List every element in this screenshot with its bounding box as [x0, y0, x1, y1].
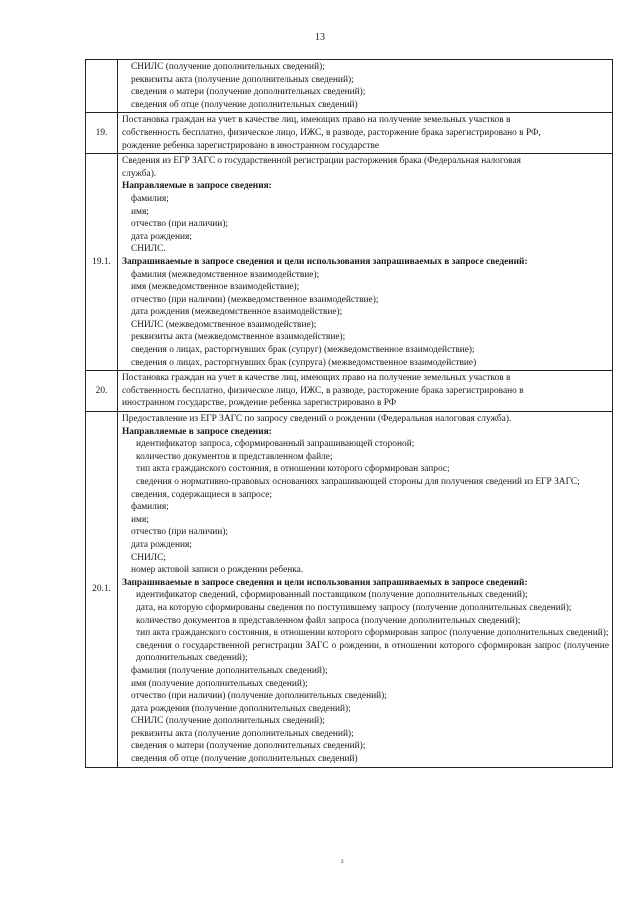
text-line: фамилия (межведомственное взаимодействие); [131, 269, 320, 280]
text-line: сведения об отце (получение дополнительных сведений) [131, 754, 358, 765]
text-line: сведения о нормативно-правовых основаниях запрашивающей стороны для получения сведений из ЕГР ЗАГС; [136, 477, 580, 487]
text-line: реквизиты акта (получение дополнительных сведений); [131, 728, 354, 739]
text-line: дата рождения (межведомственное взаимодействие); [131, 307, 343, 318]
text-line: отчество (при наличии) (межведомственное взаимодействие); [131, 294, 379, 305]
text-line: СНИЛС. [131, 244, 166, 255]
footer-mark: ² [341, 858, 344, 867]
text-line: СНИЛС (получение дополнительных сведений); [131, 62, 325, 72]
text-line: СНИЛС (получение дополнительных сведений); [131, 716, 325, 727]
document-table [85, 59, 613, 768]
text-line: количество документов в представленном файл запроса (получение дополнительных сведений); [136, 615, 521, 626]
table-row [86, 113, 613, 154]
text-line: собственность бесплатно, физическое лицо, ИЖС, в разводе, расторжение брака зарегистрировано в [122, 385, 524, 396]
text-line: сведения, содержащиеся в запросе; [131, 489, 272, 500]
text-line: номер актовой записи о рождении ребенка. [131, 565, 304, 576]
text-line: отчество (при наличии); [131, 219, 229, 230]
text-line: идентификатор запроса, сформированный запрашивающей стороной; [136, 439, 415, 450]
text-line: отчество (при наличии); [131, 527, 229, 538]
page-number: 13 [315, 32, 325, 43]
text-line: сведения о матери (получение дополнительных сведений); [131, 87, 366, 98]
text-line: имя; [131, 514, 149, 525]
text-line: тип акта гражданского состояния, в отношении которого сформирован запрос (получение дополнительных сведений); [136, 628, 609, 639]
section-heading: Запрашиваемые в запросе сведения и цели использования запрашиваемых в запросе сведений: [122, 256, 528, 267]
row-number-cell: 19.1. [86, 154, 118, 371]
section-heading: Запрашиваемые в запросе сведения и цели использования запрашиваемых в запросе сведений: [122, 577, 528, 588]
text-line: отчество (при наличии) (получение дополнительных сведений); [131, 691, 387, 702]
row-number-cell: 20.1. [86, 412, 118, 768]
section-heading: Направляемые в запросе сведения: [122, 426, 272, 437]
row-content-cell [118, 371, 613, 412]
text-line: сведения о лицах, расторгнувших брак (супруг) (межведомственное взаимодействие); [131, 345, 475, 356]
text-line: сведения о государственной регистрации ЗАГС о рождении, в отношении которого сформирован запрос (получение дополнительных сведений); [136, 640, 609, 664]
text-line: реквизиты акта (межведомственное взаимодействие); [131, 332, 346, 343]
table-row [86, 60, 613, 113]
text-line: Сведения из ЕГР ЗАГС о государственной регистрации расторжения брака (Федеральная налоговая [122, 156, 521, 167]
row-number-cell: 20. [86, 371, 118, 412]
text-line: собственность бесплатно, физическое лицо, ИЖС, в разводе, расторжение брака зарегистрировано в РФ, [122, 127, 541, 138]
text-line: сведения об отце (получение дополнительных сведений) [131, 99, 358, 110]
text-line: реквизиты акта (получение дополнительных сведений); [131, 74, 354, 85]
table-row [86, 154, 613, 371]
row-content-cell [118, 60, 613, 113]
text-line: СНИЛС (межведомственное взаимодействие); [131, 319, 317, 330]
text-line: сведения о матери (получение дополнительных сведений); [131, 741, 366, 752]
text-line: СНИЛС; [131, 552, 167, 563]
text-line: Постановка граждан на учет в качестве лиц, имеющих право на получение земельных участков в [122, 115, 511, 126]
text-line: дата рождения; [131, 231, 192, 242]
text-line: имя; [131, 206, 149, 217]
row-number-cell: 19. [86, 113, 118, 154]
row-content-cell [118, 113, 613, 154]
text-line: Предоставление из ЕГР ЗАГС по запросу сведений о рождении (Федеральная налоговая служба). [122, 414, 512, 425]
text-line: дата рождения (получение дополнительных сведений); [131, 703, 351, 714]
table-row [86, 371, 613, 412]
text-line: фамилия (получение дополнительных сведений); [131, 665, 328, 676]
text-line: идентификатор сведений, сформированный поставщиком (получение дополнительных сведений); [136, 590, 528, 601]
text-line: имя (получение дополнительных сведений); [131, 678, 308, 689]
text-line: сведения о лицах, расторгнувших брак (супруга) (межведомственное взаимодействие) [131, 357, 477, 368]
text-line: Постановка граждан на учет в качестве лиц, имеющих право на получение земельных участков в [122, 373, 511, 384]
row-number-cell [86, 60, 118, 113]
text-line: служба). [122, 168, 157, 179]
text-line: иностранном государстве, рождение ребенка зарегистрировано в РФ [122, 398, 397, 409]
table-row [86, 412, 613, 768]
text-line: дата рождения; [131, 539, 192, 550]
table-body [86, 60, 613, 768]
text-line: рождение ребенка зарегистрировано в иностранном государстве [122, 140, 380, 151]
text-line: количество документов в представленном файле; [136, 451, 333, 462]
text-line: фамилия; [131, 193, 169, 204]
text-line: дата, на которую сформированы сведения по поступившему запросу (получение дополнительных сведений); [136, 602, 572, 613]
row-content-cell [118, 154, 613, 371]
text-line: имя (межведомственное взаимодействие); [131, 282, 300, 293]
text-line: фамилия; [131, 502, 169, 513]
row-content-cell [118, 412, 613, 768]
text-line: тип акта гражданского состояния, в отношении которого сформирован запрос; [136, 464, 450, 475]
section-heading: Направляемые в запросе сведения: [122, 181, 272, 192]
